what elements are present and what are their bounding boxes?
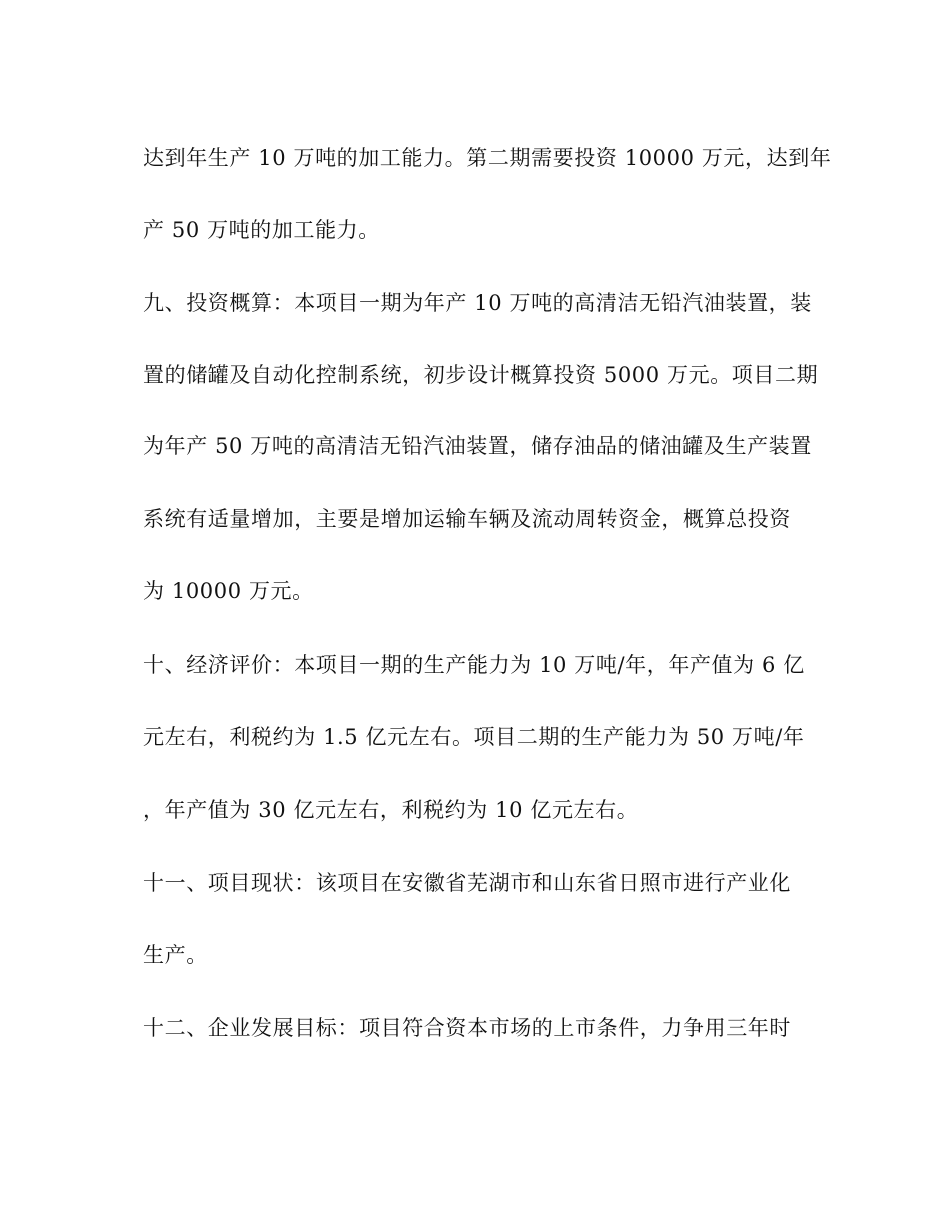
text-line: 产 50 万吨的加工能力。 [143, 218, 380, 242]
text-line: 十、经济评价：本项目一期的生产能力为 10 万吨/年，年产值为 6 亿 [143, 653, 805, 677]
text-line: 为年产 50 万吨的高清洁无铅汽油装置，储存油品的储油罐及生产装置 [143, 434, 812, 458]
text-line: 元左右，利税约为 1.5 亿元左右。项目二期的生产能力为 50 万吨/年 [143, 725, 805, 749]
text-line: 九、投资概算：本项目一期为年产 10 万吨的高清洁无铅汽油装置，装 [143, 291, 812, 315]
text-line: 系统有适量增加，主要是增加运输车辆及流动周转资金，概算总投资 [143, 507, 791, 531]
text-line: 达到年生产 10 万吨的加工能力。第二期需要投资 10000 万元，达到年 [143, 146, 832, 170]
text-line: ，年产值为 30 亿元左右，利税约为 10 亿元左右。 [143, 798, 639, 822]
text-line: 置的储罐及自动化控制系统，初步设计概算投资 5000 万元。项目二期 [143, 363, 819, 387]
text-line: 十一、项目现状：该项目在安徽省芜湖市和山东省日照市进行产业化 [143, 871, 791, 895]
text-line: 生产。 [143, 943, 208, 967]
text-line: 十二、企业发展目标：项目符合资本市场的上市条件，力争用三年时 [143, 1016, 791, 1040]
text-line: 为 10000 万元。 [143, 579, 314, 603]
